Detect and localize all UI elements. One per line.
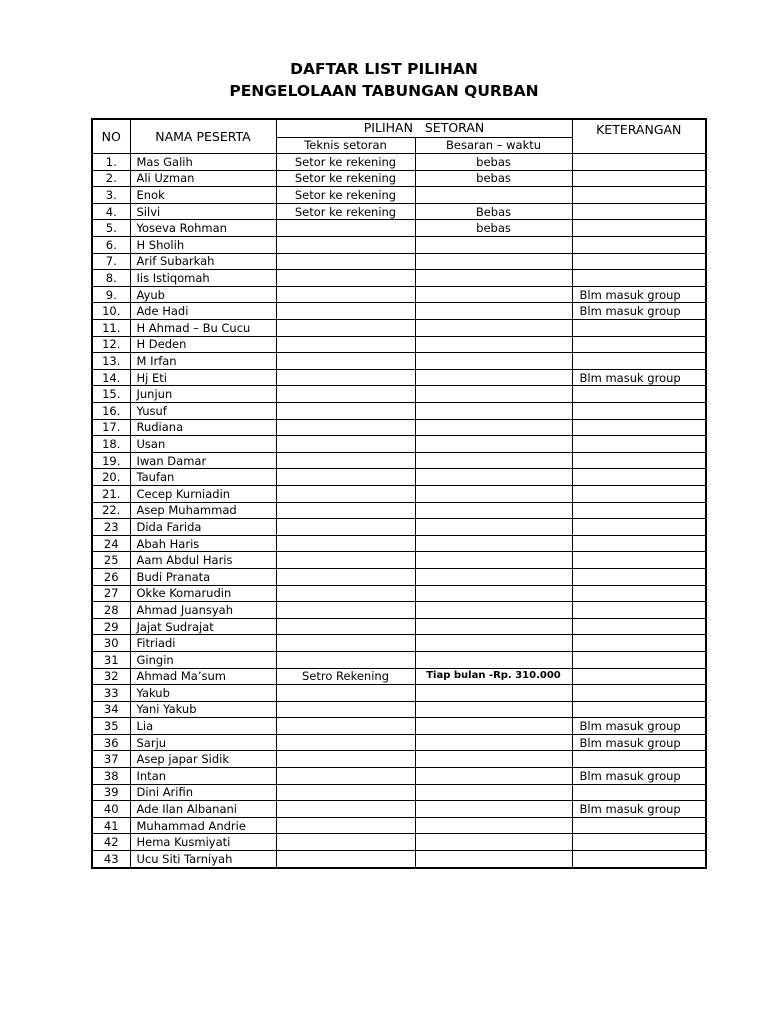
participant-name: M Irfan bbox=[130, 353, 276, 370]
besaran-waktu-cell bbox=[415, 436, 572, 453]
row-number: 9. bbox=[92, 286, 130, 303]
table-row bbox=[92, 303, 706, 320]
row-number: 33 bbox=[92, 685, 130, 702]
table-row bbox=[92, 801, 706, 818]
table-row bbox=[92, 403, 706, 420]
besaran-waktu-cell bbox=[415, 419, 572, 436]
participant-name: Arif Subarkah bbox=[130, 253, 276, 270]
keterangan-cell: Blm masuk group bbox=[572, 718, 706, 735]
table-row bbox=[92, 419, 706, 436]
header-nama-peserta: NAMA PESERTA bbox=[130, 119, 276, 154]
keterangan-cell bbox=[572, 834, 706, 851]
row-number: 42 bbox=[92, 834, 130, 851]
keterangan-cell bbox=[572, 403, 706, 420]
besaran-waktu-cell bbox=[415, 303, 572, 320]
participant-name: Jajat Sudrajat bbox=[130, 618, 276, 635]
besaran-waktu-cell bbox=[415, 502, 572, 519]
table-row bbox=[92, 834, 706, 851]
keterangan-cell bbox=[572, 253, 706, 270]
besaran-waktu-cell bbox=[415, 801, 572, 818]
row-number: 20. bbox=[92, 469, 130, 486]
besaran-waktu-cell bbox=[415, 187, 572, 204]
row-number: 18. bbox=[92, 436, 130, 453]
table-row bbox=[92, 485, 706, 502]
teknis-setoran-cell bbox=[276, 552, 415, 569]
table-row bbox=[92, 353, 706, 370]
table-row bbox=[92, 535, 706, 552]
table-row bbox=[92, 602, 706, 619]
participant-name: Ade Ilan Albanani bbox=[130, 801, 276, 818]
besaran-waktu-cell: Tiap bulan -Rp. 310.000 bbox=[415, 668, 572, 685]
table-row bbox=[92, 784, 706, 801]
keterangan-cell bbox=[572, 519, 706, 536]
teknis-setoran-cell bbox=[276, 336, 415, 353]
participant-name: Cecep Kurniadin bbox=[130, 485, 276, 502]
participant-name: Ahmad Ma’sum bbox=[130, 668, 276, 685]
keterangan-cell bbox=[572, 187, 706, 204]
teknis-setoran-cell bbox=[276, 369, 415, 386]
besaran-waktu-cell: bebas bbox=[415, 220, 572, 237]
participant-name: Ahmad Juansyah bbox=[130, 602, 276, 619]
participant-name: Enok bbox=[130, 187, 276, 204]
participant-name: Ucu Siti Tarniyah bbox=[130, 851, 276, 868]
teknis-setoran-cell bbox=[276, 386, 415, 403]
participant-name: Iis Istiqomah bbox=[130, 270, 276, 287]
besaran-waktu-cell bbox=[415, 469, 572, 486]
row-number: 26 bbox=[92, 568, 130, 585]
besaran-waktu-cell bbox=[415, 851, 572, 868]
keterangan-cell bbox=[572, 635, 706, 652]
keterangan-cell bbox=[572, 203, 706, 220]
besaran-waktu-cell bbox=[415, 253, 572, 270]
table-row bbox=[92, 170, 706, 187]
participant-name: Asep Muhammad bbox=[130, 502, 276, 519]
besaran-waktu-cell bbox=[415, 817, 572, 834]
row-number: 35 bbox=[92, 718, 130, 735]
keterangan-cell bbox=[572, 270, 706, 287]
row-number: 32 bbox=[92, 668, 130, 685]
teknis-setoran-cell bbox=[276, 519, 415, 536]
row-number: 24 bbox=[92, 535, 130, 552]
teknis-setoran-cell bbox=[276, 237, 415, 254]
row-number: 34 bbox=[92, 701, 130, 718]
participant-name: Yani Yakub bbox=[130, 701, 276, 718]
besaran-waktu-cell bbox=[415, 452, 572, 469]
teknis-setoran-cell bbox=[276, 602, 415, 619]
keterangan-cell bbox=[572, 502, 706, 519]
teknis-setoran-cell bbox=[276, 436, 415, 453]
teknis-setoran-cell: Setor ke rekening bbox=[276, 187, 415, 204]
header-besaran-waktu: Besaran – waktu bbox=[415, 137, 572, 154]
table-row bbox=[92, 851, 706, 868]
keterangan-cell bbox=[572, 568, 706, 585]
table-row bbox=[92, 568, 706, 585]
row-number: 28 bbox=[92, 602, 130, 619]
besaran-waktu-cell bbox=[415, 320, 572, 337]
row-number: 21. bbox=[92, 485, 130, 502]
besaran-waktu-cell bbox=[415, 485, 572, 502]
table-row bbox=[92, 237, 706, 254]
participant-name: Yakub bbox=[130, 685, 276, 702]
participant-name: Fitriadi bbox=[130, 635, 276, 652]
keterangan-cell bbox=[572, 386, 706, 403]
table-row bbox=[92, 668, 706, 685]
keterangan-cell bbox=[572, 602, 706, 619]
row-number: 3. bbox=[92, 187, 130, 204]
table-row bbox=[92, 336, 706, 353]
participant-name: Okke Komarudin bbox=[130, 585, 276, 602]
besaran-waktu-cell bbox=[415, 651, 572, 668]
participant-name: Dida Farida bbox=[130, 519, 276, 536]
besaran-waktu-cell bbox=[415, 768, 572, 785]
participant-name: Hj Eti bbox=[130, 369, 276, 386]
participant-name: Intan bbox=[130, 768, 276, 785]
keterangan-cell bbox=[572, 170, 706, 187]
participant-name: Rudiana bbox=[130, 419, 276, 436]
row-number: 12. bbox=[92, 336, 130, 353]
teknis-setoran-cell bbox=[276, 485, 415, 502]
document-subtitle: PENGELOLAAN TABUNGAN QURBAN bbox=[229, 82, 539, 100]
row-number: 40 bbox=[92, 801, 130, 818]
besaran-waktu-cell bbox=[415, 552, 572, 569]
participants-table bbox=[91, 118, 707, 869]
table-row bbox=[92, 220, 706, 237]
teknis-setoran-cell bbox=[276, 568, 415, 585]
besaran-waktu-cell bbox=[415, 618, 572, 635]
table-row bbox=[92, 685, 706, 702]
table-row bbox=[92, 635, 706, 652]
header-keterangan: KETERANGAN bbox=[572, 119, 706, 154]
teknis-setoran-cell bbox=[276, 419, 415, 436]
teknis-setoran-cell: Setor ke rekening bbox=[276, 203, 415, 220]
participant-name: Silvi bbox=[130, 203, 276, 220]
row-number: 16. bbox=[92, 403, 130, 420]
keterangan-cell bbox=[572, 851, 706, 868]
besaran-waktu-cell bbox=[415, 535, 572, 552]
table-row bbox=[92, 751, 706, 768]
besaran-waktu-cell bbox=[415, 386, 572, 403]
participant-name: Asep japar Sidik bbox=[130, 751, 276, 768]
teknis-setoran-cell bbox=[276, 585, 415, 602]
table-row bbox=[92, 469, 706, 486]
keterangan-cell bbox=[572, 419, 706, 436]
row-number: 38 bbox=[92, 768, 130, 785]
keterangan-cell: Blm masuk group bbox=[572, 303, 706, 320]
besaran-waktu-cell bbox=[415, 834, 572, 851]
teknis-setoran-cell bbox=[276, 685, 415, 702]
table-row bbox=[92, 320, 706, 337]
participant-name: Hema Kusmiyati bbox=[130, 834, 276, 851]
teknis-setoran-cell bbox=[276, 220, 415, 237]
besaran-waktu-cell bbox=[415, 353, 572, 370]
participant-name: Mas Galih bbox=[130, 154, 276, 171]
table-row bbox=[92, 286, 706, 303]
table-row bbox=[92, 253, 706, 270]
table-row bbox=[92, 718, 706, 735]
besaran-waktu-cell bbox=[415, 685, 572, 702]
row-number: 13. bbox=[92, 353, 130, 370]
table-row bbox=[92, 585, 706, 602]
teknis-setoran-cell bbox=[276, 253, 415, 270]
table-row bbox=[92, 502, 706, 519]
besaran-waktu-cell: bebas bbox=[415, 154, 572, 171]
keterangan-cell bbox=[572, 585, 706, 602]
keterangan-cell bbox=[572, 701, 706, 718]
teknis-setoran-cell bbox=[276, 286, 415, 303]
keterangan-cell bbox=[572, 817, 706, 834]
teknis-setoran-cell bbox=[276, 618, 415, 635]
participant-name: Lia bbox=[130, 718, 276, 735]
besaran-waktu-cell bbox=[415, 519, 572, 536]
row-number: 27 bbox=[92, 585, 130, 602]
table-row bbox=[92, 817, 706, 834]
besaran-waktu-cell bbox=[415, 336, 572, 353]
teknis-setoran-cell bbox=[276, 751, 415, 768]
teknis-setoran-cell bbox=[276, 817, 415, 834]
besaran-waktu-cell bbox=[415, 635, 572, 652]
teknis-setoran-cell bbox=[276, 718, 415, 735]
besaran-waktu-cell bbox=[415, 369, 572, 386]
table-row bbox=[92, 187, 706, 204]
teknis-setoran-cell bbox=[276, 270, 415, 287]
keterangan-cell bbox=[572, 469, 706, 486]
keterangan-cell: Blm masuk group bbox=[572, 768, 706, 785]
keterangan-cell bbox=[572, 436, 706, 453]
table-row bbox=[92, 386, 706, 403]
participant-name: Junjun bbox=[130, 386, 276, 403]
row-number: 39 bbox=[92, 784, 130, 801]
table-row bbox=[92, 270, 706, 287]
teknis-setoran-cell bbox=[276, 734, 415, 751]
keterangan-cell: Blm masuk group bbox=[572, 801, 706, 818]
table-row bbox=[92, 436, 706, 453]
keterangan-cell bbox=[572, 154, 706, 171]
besaran-waktu-cell bbox=[415, 237, 572, 254]
row-number: 29 bbox=[92, 618, 130, 635]
row-number: 31 bbox=[92, 651, 130, 668]
participant-name: Usan bbox=[130, 436, 276, 453]
row-number: 37 bbox=[92, 751, 130, 768]
besaran-waktu-cell bbox=[415, 568, 572, 585]
participant-name: Abah Haris bbox=[130, 535, 276, 552]
teknis-setoran-cell bbox=[276, 469, 415, 486]
participant-name: Sarju bbox=[130, 734, 276, 751]
row-number: 17. bbox=[92, 419, 130, 436]
keterangan-cell bbox=[572, 485, 706, 502]
row-number: 4. bbox=[92, 203, 130, 220]
besaran-waktu-cell bbox=[415, 403, 572, 420]
row-number: 15. bbox=[92, 386, 130, 403]
teknis-setoran-cell: Setor ke rekening bbox=[276, 170, 415, 187]
teknis-setoran-cell bbox=[276, 535, 415, 552]
table-row bbox=[92, 701, 706, 718]
participant-name: Budi Pranata bbox=[130, 568, 276, 585]
teknis-setoran-cell bbox=[276, 768, 415, 785]
participant-name: H Sholih bbox=[130, 237, 276, 254]
teknis-setoran-cell bbox=[276, 834, 415, 851]
table-row bbox=[92, 203, 706, 220]
table-row bbox=[92, 552, 706, 569]
table-row bbox=[92, 651, 706, 668]
row-number: 22. bbox=[92, 502, 130, 519]
table-row bbox=[92, 452, 706, 469]
table-row bbox=[92, 369, 706, 386]
table-row bbox=[92, 618, 706, 635]
besaran-waktu-cell bbox=[415, 286, 572, 303]
keterangan-cell bbox=[572, 651, 706, 668]
besaran-waktu-cell bbox=[415, 751, 572, 768]
keterangan-cell: Blm masuk group bbox=[572, 369, 706, 386]
table-body bbox=[92, 154, 706, 868]
besaran-waktu-cell bbox=[415, 602, 572, 619]
row-number: 43 bbox=[92, 851, 130, 868]
participant-name: H Ahmad – Bu Cucu bbox=[130, 320, 276, 337]
table-row bbox=[92, 768, 706, 785]
keterangan-cell bbox=[572, 320, 706, 337]
table-row bbox=[92, 154, 706, 171]
besaran-waktu-cell bbox=[415, 270, 572, 287]
participant-name: Taufan bbox=[130, 469, 276, 486]
teknis-setoran-cell bbox=[276, 801, 415, 818]
keterangan-cell bbox=[572, 685, 706, 702]
row-number: 36 bbox=[92, 734, 130, 751]
table-row bbox=[92, 734, 706, 751]
row-number: 25 bbox=[92, 552, 130, 569]
row-number: 7. bbox=[92, 253, 130, 270]
row-number: 11. bbox=[92, 320, 130, 337]
teknis-setoran-cell: Setro Rekening bbox=[276, 668, 415, 685]
besaran-waktu-cell: bebas bbox=[415, 170, 572, 187]
teknis-setoran-cell bbox=[276, 851, 415, 868]
keterangan-cell bbox=[572, 535, 706, 552]
teknis-setoran-cell bbox=[276, 353, 415, 370]
keterangan-cell bbox=[572, 751, 706, 768]
row-number: 19. bbox=[92, 452, 130, 469]
teknis-setoran-cell bbox=[276, 452, 415, 469]
participant-name: Ali Uzman bbox=[130, 170, 276, 187]
row-number: 14. bbox=[92, 369, 130, 386]
participant-name: Ade Hadi bbox=[130, 303, 276, 320]
participant-name: Gingin bbox=[130, 651, 276, 668]
besaran-waktu-cell: Bebas bbox=[415, 203, 572, 220]
participant-name: Iwan Damar bbox=[130, 452, 276, 469]
row-number: 1. bbox=[92, 154, 130, 171]
row-number: 10. bbox=[92, 303, 130, 320]
teknis-setoran-cell bbox=[276, 635, 415, 652]
participant-name: Yusuf bbox=[130, 403, 276, 420]
besaran-waktu-cell bbox=[415, 718, 572, 735]
header-no: NO bbox=[92, 119, 130, 154]
keterangan-cell bbox=[572, 237, 706, 254]
table-row bbox=[92, 519, 706, 536]
keterangan-cell bbox=[572, 220, 706, 237]
teknis-setoran-cell bbox=[276, 502, 415, 519]
keterangan-cell: Blm masuk group bbox=[572, 286, 706, 303]
besaran-waktu-cell bbox=[415, 585, 572, 602]
row-number: 8. bbox=[92, 270, 130, 287]
teknis-setoran-cell bbox=[276, 701, 415, 718]
teknis-setoran-cell bbox=[276, 303, 415, 320]
keterangan-cell bbox=[572, 668, 706, 685]
teknis-setoran-cell bbox=[276, 320, 415, 337]
besaran-waktu-cell bbox=[415, 784, 572, 801]
row-number: 2. bbox=[92, 170, 130, 187]
participant-name: Muhammad Andrie bbox=[130, 817, 276, 834]
teknis-setoran-cell bbox=[276, 784, 415, 801]
besaran-waktu-cell bbox=[415, 734, 572, 751]
keterangan-cell bbox=[572, 452, 706, 469]
row-number: 23 bbox=[92, 519, 130, 536]
row-number: 5. bbox=[92, 220, 130, 237]
participant-name: Ayub bbox=[130, 286, 276, 303]
participant-name: Dini Arifin bbox=[130, 784, 276, 801]
keterangan-cell bbox=[572, 552, 706, 569]
keterangan-cell bbox=[572, 784, 706, 801]
teknis-setoran-cell: Setor ke rekening bbox=[276, 154, 415, 171]
row-number: 30 bbox=[92, 635, 130, 652]
row-number: 6. bbox=[92, 237, 130, 254]
participant-name: Yoseva Rohman bbox=[130, 220, 276, 237]
participant-name: H Deden bbox=[130, 336, 276, 353]
teknis-setoran-cell bbox=[276, 403, 415, 420]
keterangan-cell bbox=[572, 353, 706, 370]
keterangan-cell: Blm masuk group bbox=[572, 734, 706, 751]
besaran-waktu-cell bbox=[415, 701, 572, 718]
teknis-setoran-cell bbox=[276, 651, 415, 668]
header-teknis-setoran: Teknis setoran bbox=[276, 137, 415, 154]
document-title: DAFTAR LIST PILIHAN bbox=[290, 60, 478, 78]
header-pilihan-setoran: PILIHAN SETORAN bbox=[276, 119, 572, 137]
keterangan-cell bbox=[572, 336, 706, 353]
keterangan-cell bbox=[572, 618, 706, 635]
participant-name: Aam Abdul Haris bbox=[130, 552, 276, 569]
row-number: 41 bbox=[92, 817, 130, 834]
